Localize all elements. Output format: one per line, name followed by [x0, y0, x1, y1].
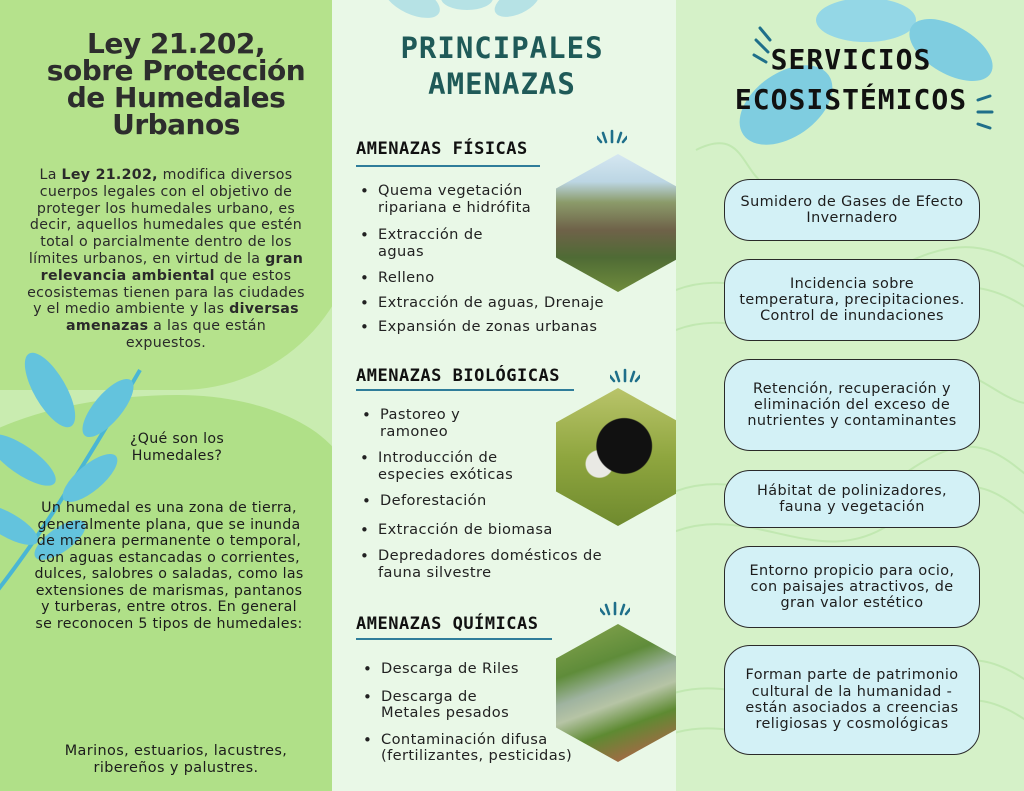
section-underline: [356, 389, 574, 391]
threat-item: • Relleno: [360, 270, 640, 287]
physical-threats-title: AMENAZAS FÍSICAS: [356, 139, 528, 159]
biological-threats-list: [360, 407, 640, 581]
threat-item: • Pastoreo y ramoneo: [362, 407, 500, 440]
sprout-icon: [610, 367, 640, 383]
service-text: Retención, recuperación y eliminación del exceso de nutrientes y contaminantes: [747, 380, 957, 430]
service-card: [724, 546, 980, 628]
law-title-line: Ley 21.202,: [86, 27, 266, 60]
threat-item: • Descarga de Riles: [363, 661, 640, 678]
service-card: [724, 470, 980, 528]
threat-item: • Quema vegetación ripariana e hidrófita: [360, 183, 550, 216]
services-title-line: ECOSISTÉMICOS: [734, 83, 968, 116]
intro-text: modifica diversos cuerpos legales con el objetivo de proteger los humedales urbano, es decir, aquellos humedales que estén total o parcialmente dentro de los límites urbanos, en virtud de la: [28, 167, 303, 267]
service-text: Incidencia sobre temperatura, precipitaciones. Control de inundaciones: [739, 275, 965, 325]
law-title: [26, 27, 326, 141]
threat-item: • Extracción de aguas: [360, 227, 528, 260]
intro-text: que estos ecosistemas tienen para las ciudades y el medio ambiente y las: [27, 267, 305, 318]
biological-threats-title: AMENAZAS BIOLÓGICAS: [356, 366, 560, 386]
threat-item: • Contaminación difusa (fertilizantes, pesticidas): [363, 732, 611, 765]
service-text: Hábitat de polinizadores, fauna y vegetación: [757, 482, 947, 515]
threats-title-line: AMENAZAS: [428, 67, 576, 101]
intro-bold-law: Ley 21.202,: [61, 167, 158, 183]
law-title-line: Urbanos: [112, 108, 240, 141]
law-title-line: sobre Protección: [46, 54, 306, 87]
threat-item: • Introducción de especies exóticas: [360, 450, 538, 483]
service-text: Forman parte de patrimonio cultural de la humanidad - están asociados a creencias religiosas y cosmológicas: [745, 667, 959, 733]
law-panel: [0, 0, 332, 791]
wetland-definition: Un humedal es una zona de tierra, generalmente plana, que se inunda de manera permanente o temporal, con aguas estancadas o corrientes, dulces, salobres o saladas, como las extensiones de marismas, pantanos y turberas, entre otros. En general se reconocen 5 tipos de humedales:: [34, 500, 304, 632]
services-title: [696, 40, 1006, 120]
threat-item: • Deforestación: [362, 493, 640, 510]
intro-bold-relevance: gran relevancia ambiental: [40, 250, 304, 284]
services-panel: [676, 0, 1024, 791]
service-card: [724, 359, 980, 451]
service-card: [724, 645, 980, 755]
service-card: [724, 259, 980, 341]
threats-title-line: PRINCIPALES: [400, 31, 604, 65]
threat-item: • Expansión de zonas urbanas: [360, 319, 640, 336]
wetlands-question: ¿Qué son los Humedales?: [129, 431, 225, 464]
chemical-threats-list: [360, 661, 640, 765]
service-card: [724, 179, 980, 241]
intro-text: a las que están expuestos.: [125, 318, 266, 351]
intro-bold-threats: diversas amenazas: [66, 301, 299, 335]
service-text: Entorno propicio para ocio, con paisajes atractivos, de gran valor estético: [749, 562, 955, 612]
physical-threats-list: [360, 183, 640, 336]
intro-text: La: [39, 167, 62, 183]
threat-item: • Depredadores domésticos de fauna silvestre: [360, 548, 628, 581]
law-intro-paragraph: [26, 167, 306, 352]
threat-item: • Extracción de biomasa: [360, 522, 640, 539]
threats-panel: [332, 0, 676, 791]
services-title-line: SERVICIOS: [770, 43, 932, 76]
chemical-threats-title: AMENAZAS QUÍMICAS: [356, 614, 539, 634]
section-underline: [356, 165, 540, 167]
sprout-icon: [600, 600, 630, 616]
threat-item: • Descarga de Metales pesados: [363, 689, 531, 722]
service-text: Sumidero de Gases de Efecto Invernadero: [740, 193, 964, 226]
section-underline: [356, 638, 552, 640]
sprout-icon: [597, 128, 627, 144]
law-title-line: de Humedales: [66, 81, 286, 114]
threats-title: [372, 30, 632, 102]
threat-item: • Extracción de aguas, Drenaje: [360, 295, 640, 312]
wetland-types: Marinos, estuarios, lacustres, ribereños y palustres.: [64, 743, 288, 776]
